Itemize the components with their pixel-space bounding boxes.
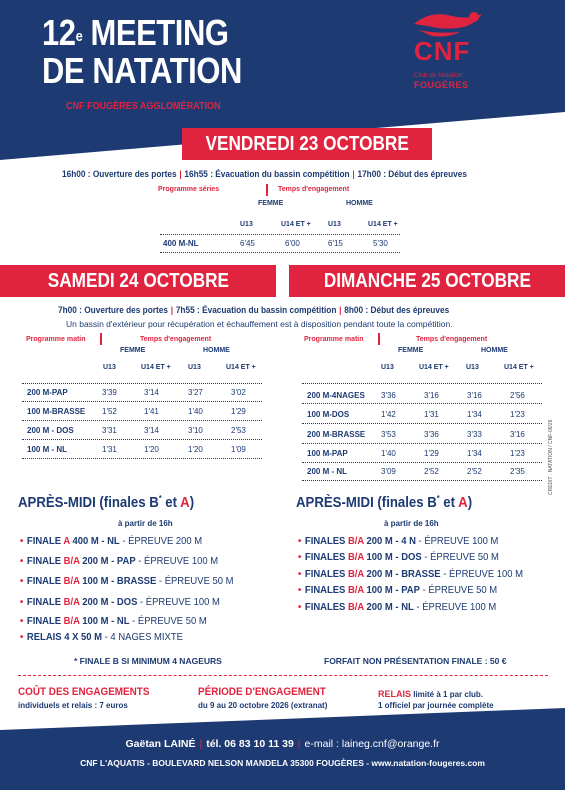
sunday-col-1: U13 xyxy=(381,364,394,371)
friday-homme: HOMME xyxy=(346,200,373,207)
sunday-time: 1'23 xyxy=(510,449,525,458)
saturday-afternoon-start: à partir de 16h xyxy=(118,519,173,528)
sunday-time: 3'16 xyxy=(510,430,525,439)
sunday-afternoon-start: à partir de 16h xyxy=(384,519,439,528)
costs-text: individuels et relais : 7 euros xyxy=(18,701,128,710)
saturday-time: 1'20 xyxy=(144,445,159,454)
period-title: PÉRIODE D'ENGAGEMENT xyxy=(198,686,326,698)
sunday-final-item: • FINALES B/A 200 M - 4 N - ÉPREUVE 100 M xyxy=(298,535,499,547)
sunday-final-item: • FINALES B/A 200 M - BRASSE - ÉPREUVE 100 M xyxy=(298,568,524,580)
sunday-time: 3'53 xyxy=(381,430,396,439)
sunday-time: 3'36 xyxy=(424,430,439,439)
sunday-final-item: • FINALES B/A 200 M - NL - ÉPREUVE 100 M xyxy=(298,601,497,613)
sunday-time: 2'52 xyxy=(467,467,482,476)
sunday-time: 1'31 xyxy=(424,410,439,419)
friday-event: 400 M-NL xyxy=(163,239,199,248)
saturday-event: 200 M - DOS xyxy=(27,426,74,435)
sunday-femme: FEMME xyxy=(398,347,424,354)
sunday-final-item: • FINALES B/A 100 M - DOS - ÉPREUVE 50 M xyxy=(298,551,499,563)
sunday-time: 1'29 xyxy=(424,449,439,458)
sunday-col-3: U13 xyxy=(466,364,479,371)
friday-col-3: U13 xyxy=(328,221,341,228)
saturday-time: 3'27 xyxy=(188,388,203,397)
sunday-time: 3'16 xyxy=(424,391,439,400)
friday-col-2: U14 ET + xyxy=(281,221,311,228)
sunday-final-item: • FINALES B/A 100 M - PAP - ÉPREUVE 50 M xyxy=(298,584,498,596)
saturday-row-line xyxy=(22,401,262,402)
sunday-time: 1'42 xyxy=(381,410,396,419)
sunday-time: 1'23 xyxy=(510,410,525,419)
divider xyxy=(18,675,548,676)
relais-line: RELAIS limité à 1 par club. xyxy=(378,689,484,699)
sunday-col-2: U14 ET + xyxy=(419,364,449,371)
sunday-row-line xyxy=(302,423,542,424)
saturday-time: 1'31 xyxy=(102,445,117,454)
saturday-event: 100 M-BRASSE xyxy=(27,407,86,416)
forfait-note: FORFAIT NON PRÉSENTATION FINALE : 50 € xyxy=(324,656,507,666)
logo-line1: Club de Natation xyxy=(414,72,463,79)
credit-text: CRÉDIT : NATATION / CNF-09/26 xyxy=(548,419,554,495)
saturday-row-line xyxy=(22,420,262,421)
sunday-divider xyxy=(378,333,380,345)
sunday-event: 200 M-4NAGES xyxy=(307,391,365,400)
costs-title: COÛT DES ENGAGEMENTS xyxy=(18,686,150,698)
saturday-program-label: Programme matin xyxy=(26,336,86,343)
saturday-times-label: Temps d'engagement xyxy=(140,336,212,343)
sunday-row-line xyxy=(302,383,542,384)
sunday-event: 100 M-PAP xyxy=(307,449,348,458)
period-text: du 9 au 20 octobre 2026 (extranat) xyxy=(198,701,328,710)
friday-banner: VENDREDI 23 OCTOBRE xyxy=(182,128,432,160)
friday-time: 5'30 xyxy=(373,239,388,248)
sunday-event: 100 M-DOS xyxy=(307,410,350,419)
friday-col-4: U14 ET + xyxy=(368,221,398,228)
saturday-col-1: U13 xyxy=(103,364,116,371)
friday-program-label: Programme séries xyxy=(158,186,220,193)
sunday-time: 1'34 xyxy=(467,410,482,419)
outdoor-pool-note: Un bassin d'extérieur pour récupération et échauffement est à disposition pendant toute la compétition. xyxy=(66,319,453,329)
sunday-banner: DIMANCHE 25 OCTOBRE xyxy=(289,265,565,297)
sunday-times-label: Temps d'engagement xyxy=(416,336,488,343)
sunday-time: 2'35 xyxy=(510,467,525,476)
sunday-event: 200 M-BRASSE xyxy=(307,430,366,439)
saturday-time: 3'14 xyxy=(144,388,159,397)
saturday-banner: SAMEDI 24 OCTOBRE xyxy=(0,265,276,297)
sunday-row-line xyxy=(302,462,542,463)
saturday-homme: HOMME xyxy=(203,347,230,354)
saturday-final-item: • FINALE B/A 200 M - DOS - ÉPREUVE 100 M xyxy=(20,596,220,608)
sunday-time: 2'52 xyxy=(424,467,439,476)
relais-official: 1 officiel par journée complète xyxy=(378,701,494,710)
friday-time: 6'00 xyxy=(285,239,300,248)
saturday-time: 3'02 xyxy=(231,388,246,397)
friday-time: 6'15 xyxy=(328,239,343,248)
saturday-time: 1'40 xyxy=(188,407,203,416)
saturday-col-3: U13 xyxy=(188,364,201,371)
saturday-time: 3'10 xyxy=(188,426,203,435)
friday-timeline: 16h00 : Ouverture des portes | 16h55 : Évacuation du bassin compétition | 17h00 : Début des épreuves xyxy=(62,169,468,179)
saturday-time: 1'52 xyxy=(102,407,117,416)
saturday-row-line xyxy=(22,439,262,440)
saturday-femme: FEMME xyxy=(120,347,146,354)
sunday-time: 2'56 xyxy=(510,391,525,400)
saturday-final-item: • FINALE B/A 200 M - PAP - ÉPREUVE 100 M xyxy=(20,555,219,567)
friday-row-line xyxy=(160,252,400,253)
friday-times-label: Temps d'engagement xyxy=(278,186,350,193)
saturday-time: 1'20 xyxy=(188,445,203,454)
sunday-row-line xyxy=(302,443,542,444)
sunday-time: 3'09 xyxy=(381,467,396,476)
saturday-time: 3'31 xyxy=(102,426,117,435)
sunday-program-label: Programme matin xyxy=(304,336,364,343)
saturday-final-item: • FINALE B/A 100 M - BRASSE - ÉPREUVE 50 M xyxy=(20,575,234,587)
friday-col-1: U13 xyxy=(240,221,253,228)
sunday-event: 200 M - NL xyxy=(307,467,348,476)
page-title: 12e MEETING DE NATATION xyxy=(42,12,242,91)
saturday-time: 3'39 xyxy=(102,388,117,397)
saturday-time: 1'41 xyxy=(144,407,159,416)
friday-femme: FEMME xyxy=(258,200,284,207)
friday-divider xyxy=(266,184,268,196)
address-line: CNF L'AQUATIS - BOULEVARD NELSON MANDELA 35300 FOUGÈRES - www.natation-fougeres.com xyxy=(80,758,485,768)
saturday-relay-item: • RELAIS 4 X 50 M - 4 NAGES MIXTE xyxy=(20,631,183,643)
sunday-col-4: U14 ET + xyxy=(504,364,534,371)
contact-line: Gaëtan LAINÉ | tél. 06 83 10 11 39 | e-mail : laineg.cnf@orange.fr xyxy=(125,738,440,750)
weekend-timeline: 7h00 : Ouverture des portes | 7h55 : Évacuation du bassin compétition | 8h00 : Début des épreuves xyxy=(58,305,450,315)
sunday-time: 3'16 xyxy=(467,391,482,400)
saturday-final-item: • FINALE B/A 100 M - NL - ÉPREUVE 50 M xyxy=(20,615,207,627)
friday-row-line xyxy=(160,234,400,235)
saturday-time: 2'53 xyxy=(231,426,246,435)
sunday-time: 3'33 xyxy=(467,430,482,439)
saturday-time: 1'09 xyxy=(231,445,246,454)
saturday-time: 1'29 xyxy=(231,407,246,416)
saturday-event: 200 M-PAP xyxy=(27,388,68,397)
saturday-col-4: U14 ET + xyxy=(226,364,256,371)
saturday-row-line xyxy=(22,383,262,384)
finale-b-note: * FINALE B SI MINIMUM 4 NAGEURS xyxy=(74,656,222,666)
saturday-time: 3'14 xyxy=(144,426,159,435)
logo-letters: CNF xyxy=(414,36,471,66)
organizer-subtitle: CNF FOUGÈRES AGGLOMÉRATION xyxy=(66,100,221,112)
sunday-homme: HOMME xyxy=(481,347,508,354)
saturday-final-item: • FINALE A 400 M - NL - ÉPREUVE 200 M xyxy=(20,535,203,547)
logo-line2: FOUGÈRES xyxy=(414,80,469,90)
friday-time: 6'45 xyxy=(240,239,255,248)
sunday-row-line xyxy=(302,403,542,404)
saturday-event: 100 M - NL xyxy=(27,445,68,454)
saturday-divider xyxy=(100,333,102,345)
sunday-row-line xyxy=(302,480,542,481)
saturday-afternoon-title: APRÈS-MIDI (finales B* et A) xyxy=(18,494,195,511)
saturday-col-2: U14 ET + xyxy=(141,364,171,371)
sunday-afternoon-title: APRÈS-MIDI (finales B* et A) xyxy=(296,494,473,511)
sunday-time: 3'36 xyxy=(381,391,396,400)
sunday-time: 1'40 xyxy=(381,449,396,458)
sunday-time: 1'34 xyxy=(467,449,482,458)
saturday-row-line xyxy=(22,458,262,459)
